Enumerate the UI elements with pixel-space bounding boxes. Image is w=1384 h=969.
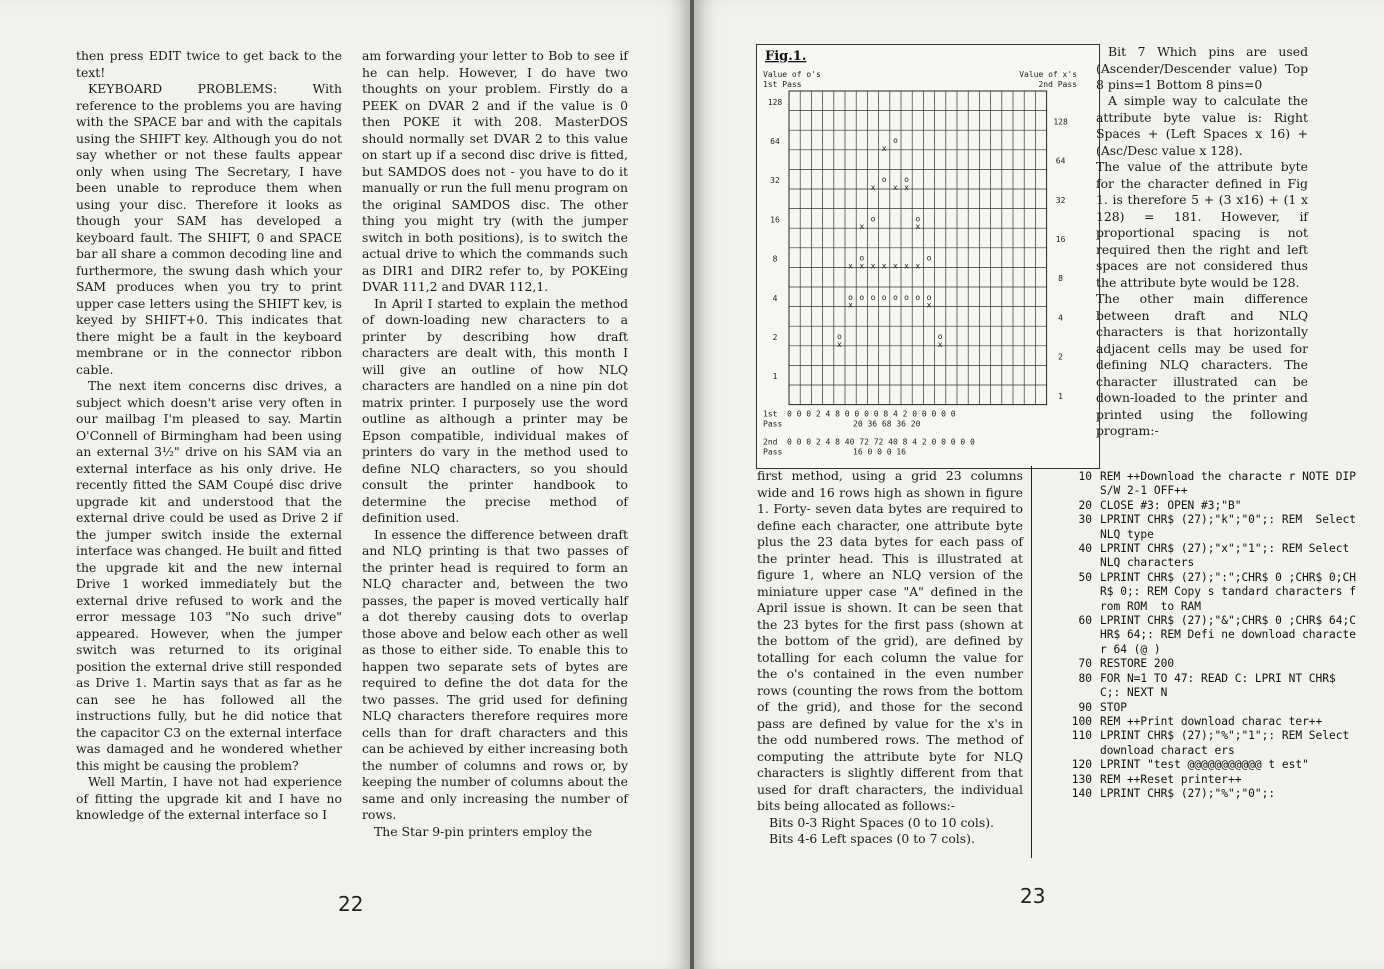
line-number: 30: [1078, 513, 1092, 527]
o-mark: o: [915, 292, 921, 302]
o-mark: o: [848, 292, 854, 302]
paragraph: The next item concerns disc drives, a subject which doesn't arise very often in our mailbag I'm pleased to say. Martin O'Connell of Birmingham had been using an external 3½" drive on his SAM via an external interface as his only drive. He recently fitted the SAM Coupé disc drive upgrade kit and understood that the external drive could be used as Drive 2 if the jumper switch inside the external interface was changed. He built and fitted the upgrade kit and the new internal Drive 1 worked immediately but the external drive refused to work and the error message 103 "No such drive" appeared. However, when the jumper switch was returned to its original position the external drive still responded as Drive 1. Martin says that as far as he can see he has followed all the instructions fully, but he did notice that the capacitor C3 on the external interface was damaged and he wondered whether this might be causing the problem?: [76, 378, 342, 773]
pass1-values: 0 0 0 2 4 8 0 0 0 0 8 4 2 0 0 0 0 0: [787, 409, 956, 419]
x-mark: x: [881, 143, 887, 153]
line-number: 90: [1078, 700, 1092, 714]
intro-paragraph: Bit 7 Which pins are used (Ascender/Descender value) Top 8 pins=1 Bottom 8 pins=0: [1096, 44, 1308, 92]
paragraph: Bits 0-3 Right Spaces (0 to 10 cols).: [769, 814, 994, 830]
left-column-2: [362, 48, 628, 840]
code-text: LPRINT CHR$ (27);"%";"1";: REM Select download charact ers: [1100, 729, 1356, 757]
nlq-grid-diagram: [757, 45, 1099, 468]
x-mark: x: [904, 261, 910, 271]
row-value-left: 16: [770, 215, 780, 225]
program-line: [1050, 571, 1360, 614]
x-mark: x: [859, 261, 865, 271]
attribute-bit7-text: [1096, 44, 1308, 94]
paragraph: The other main difference between draft and NLQ characters is that horizontally adjacent cells may be used for defining NLQ characters. The character illustrated can be down-loaded to the printer and printed using the following program:-: [1096, 291, 1308, 438]
row-value-left: 4: [772, 293, 778, 303]
program-line: [1050, 729, 1360, 758]
x-mark: x: [848, 300, 854, 310]
pass1-label: Pass: [763, 419, 783, 429]
code-text: RESTORE 200: [1100, 657, 1175, 671]
code-text: REM ++Reset printer++: [1100, 772, 1242, 786]
x-mark: x: [915, 222, 921, 232]
row-value-right: 2: [1058, 352, 1064, 362]
x-mark: x: [892, 261, 898, 271]
x-mark: x: [904, 183, 910, 192]
program-line: [1050, 715, 1360, 729]
x-mark: x: [870, 183, 876, 192]
left-header-line: Value of o's: [763, 70, 821, 79]
code-text: LPRINT CHR$ (27);"k";"0";: REM Select NLQ type: [1100, 513, 1363, 541]
line-number: 10: [1078, 470, 1092, 483]
code-text: LPRINT CHR$ (27);"x";"1";: REM Select NLQ characters: [1100, 542, 1356, 570]
o-mark: o: [836, 332, 842, 341]
paragraph: The value of the attribute byte for the character defined in Fig 1. is therefore 5 + (3 x16) + (1 x 128) = 181. However, if proportional spacing is not required then the right and left spaces are not considered thus the attribute byte would be 128.: [1096, 159, 1308, 290]
row-value-left: 64: [770, 136, 780, 146]
paragraph: KEYBOARD PROBLEMS: With reference to the problems you are having with the SPACE bar and with the capitals using the SHIFT key. Although you do not say whether or not these faults appear only when using The Secretary, I have been unable to reproduce them when using your disc. Therefore it looks as though your SAM has developed a keyboard fault. The SHIFT, 0 and SPACE bar all share a common decoding line and furthermore, the swung dash which your SAM produces when you try to print upper case letters using the SHIFT kev, is keyed by SHIFT+0. This indicates that there might be a fault in the keyboard membrane or in the connector ribbon cable.: [76, 81, 342, 377]
code-text: REM ++Download the characte r NOTE DIP S/W 2-1 OFF++: [1100, 470, 1363, 498]
paragraph: In essence the difference between draft and NLQ printing is that two passes of the printer head is required to form an NLQ character and, between the two passes, the paper is moved vertically half a dot thereby causing dots to overlap those above and below each other as well as those to either side. To enable this to happen two separate sets of bytes are required to define the dot data for the two passes. The grid used for defining NLQ characters therefore requires more cells than for draft characters and this can be achieved by either increasing both the number of columns and rows or, by keeping the number of columns about the same and only increasing the number of rows.: [362, 526, 628, 822]
right-page: [694, 0, 1384, 969]
o-mark: o: [892, 292, 898, 302]
right-header-line: Value of x's: [1019, 70, 1077, 79]
line-number: 70: [1078, 657, 1092, 671]
pass2-label: 2nd: [763, 437, 778, 447]
line-number: 50: [1078, 570, 1092, 584]
line-number: 80: [1078, 671, 1092, 685]
program-line: [1050, 787, 1360, 801]
column-divider: [1031, 466, 1032, 858]
line-number: 140: [1071, 786, 1092, 800]
figure-title: Fig.1.: [765, 49, 807, 64]
program-line: [1050, 672, 1360, 701]
o-mark: o: [892, 136, 898, 145]
o-mark: o: [915, 214, 921, 224]
code-text: LPRINT CHR$ (27);"&";CHR$ 0 ;CHR$ 64;CHR$ 64;: REM Defi ne download character 64 (@ ): [1100, 614, 1356, 656]
line-number: 60: [1078, 614, 1092, 628]
x-mark: x: [881, 261, 887, 271]
row-value-right: 8: [1058, 274, 1064, 284]
program-line: [1050, 773, 1360, 787]
code-text: CLOSE #3: OPEN #3;"B": [1100, 498, 1242, 512]
paragraph: first method, using a grid 23 columns wide and 16 rows high as shown in figure 1. Forty- seven data bytes are required to define each character, one attribute byte plus the 23 data bytes for each pass of the printer head. This is illustrated at figure 1, where an NLQ version of the miniature upper case "A" defined in the April issue is shown. It can be seen that the 23 bytes for the first pass (shown at the bottom of the grid), are defined by totalling for each column the value for the o's contained in the even number rows (counting the rows from the bottom of the grid), and those for the second pass are defined by value for the x's in the odd numbered rows. The method of computing the attribute byte for NLQ characters is slightly different from that used for draft characters, the individual bits being allocated as follows:-: [757, 468, 1023, 813]
program-line: [1050, 499, 1360, 513]
o-mark: o: [926, 253, 932, 263]
x-mark: x: [937, 339, 943, 349]
x-mark: x: [926, 300, 932, 310]
line-number: 100: [1071, 714, 1092, 728]
x-mark: x: [870, 261, 876, 271]
code-text: FOR N=1 TO 47: READ C: LPRI NT CHR$ C;: NEXT N: [1100, 671, 1343, 700]
code-text: LPRINT "test @@@@@@@@@@@ t est": [1100, 758, 1309, 772]
o-mark: o: [881, 292, 887, 302]
figure-1: [756, 44, 1100, 469]
pass2-values: 0 0 0 2 4 8 40 72 72 40 8 4 2 0 0 0 0 0: [787, 437, 975, 447]
o-mark: o: [926, 292, 932, 302]
line-number: 110: [1071, 729, 1092, 743]
paragraph: am forwarding your letter to Bob to see if he can help. However, I do have two thoughts on your problem. Firstly do a PEEK on DVAR 2 and if the value is 0 then POKE it with 208. MasterDOS should normally set DVAR 2 to this value on start up if a second disc drive is fitted, but SAMDOS does not - you have to do it manually or run the full menu program on the original SAMDOS disc. The other thing you might try (with the jumper switch in both positions), is to switch the actual drive to which the commands such as DIR1 and DIR2 refer to, by POKEing DVAR 111,2 and DVAR 112,1.: [362, 48, 628, 294]
pass1-values: 20 36 68 36 20: [853, 419, 921, 429]
row-value-right: 4: [1058, 313, 1064, 323]
page-number-left: 22: [338, 892, 364, 916]
o-mark: o: [937, 332, 943, 341]
o-mark: o: [881, 175, 887, 185]
right-column-1: [1096, 93, 1308, 440]
code-text: REM ++Print download charac ter++: [1100, 714, 1323, 728]
o-mark: o: [870, 292, 876, 302]
left-header-line: 1st Pass: [763, 80, 802, 89]
program-line: [1050, 758, 1360, 772]
left-column-1: [76, 48, 342, 824]
left-page: [0, 0, 690, 969]
row-value-right: 16: [1055, 234, 1066, 244]
o-mark: o: [870, 214, 876, 224]
pass2-values: 16 0 0 0 16: [853, 447, 906, 457]
row-value-left: 8: [772, 254, 778, 264]
program-line: [1050, 614, 1360, 657]
row-value-right: 64: [1055, 156, 1066, 166]
program-line: [1050, 513, 1363, 542]
pass2-label: Pass: [763, 447, 783, 457]
row-value-right: 1: [1058, 391, 1064, 401]
basic-program-listing: [1050, 470, 1363, 801]
x-mark: x: [892, 183, 898, 192]
paragraph: Bits 4-6 Left spaces (0 to 7 cols).: [769, 831, 975, 846]
line-number: 40: [1078, 542, 1092, 556]
row-value-left: 32: [770, 176, 780, 186]
right-header-line: 2nd Pass: [1038, 80, 1077, 89]
paragraph: Well Martin, I have not had experience of fitting the upgrade kit and I have no knowledge of the external interface so I: [76, 774, 342, 822]
o-mark: o: [859, 292, 865, 302]
row-value-left: 1: [772, 372, 778, 382]
program-line: [1050, 542, 1360, 571]
x-mark: x: [848, 261, 854, 271]
paragraph: In April I started to explain the method of down-loading new characters to a printer by describing how draft characters are dealt with, this month I will give an outline of how NLQ characters are handled on a nine pin dot matrix printer. I purposely use the word outline as although a printer may be Epson compatible, individual makes of printers do vary in the method used to define NLQ characters, so you should consult the printer handbook to determine the precise method of definition used.: [362, 295, 628, 525]
program-line: [1050, 470, 1363, 499]
paragraph: then press EDIT twice to get back to the text!: [76, 48, 342, 80]
page-number-right: 23: [1020, 884, 1046, 908]
x-mark: x: [836, 339, 842, 349]
right-column-main: [757, 468, 1023, 848]
program-line: [1050, 701, 1360, 715]
paragraph: A simple way to calculate the attribute byte value is: Right Spaces + (Left Spaces x 16) + (Asc/Desc value x 128).: [1096, 93, 1308, 158]
pass1-label: 1st: [763, 409, 778, 419]
row-value-right: 32: [1055, 195, 1066, 205]
line-number: 20: [1078, 498, 1092, 512]
o-mark: o: [904, 175, 910, 185]
row-value-left: 2: [772, 332, 778, 342]
paragraph: The Star 9-pin printers employ the: [374, 823, 593, 839]
line-number: 130: [1071, 772, 1092, 786]
row-value-left: 128: [767, 97, 783, 107]
x-mark: x: [915, 261, 921, 271]
x-mark: x: [859, 222, 865, 232]
code-text: LPRINT CHR$ (27);":";CHR$ 0 ;CHR$ 0;CHR$ 0;: REM Copy s tandard characters from ROM to RAM: [1100, 570, 1356, 613]
line-number: 120: [1071, 758, 1092, 772]
code-text: LPRINT CHR$ (27);"%";"0";:: [1100, 786, 1276, 800]
row-value-right: 128: [1053, 117, 1068, 127]
code-text: STOP: [1100, 700, 1127, 714]
o-mark: o: [859, 253, 865, 263]
o-mark: o: [904, 292, 910, 302]
program-line: [1050, 657, 1360, 671]
